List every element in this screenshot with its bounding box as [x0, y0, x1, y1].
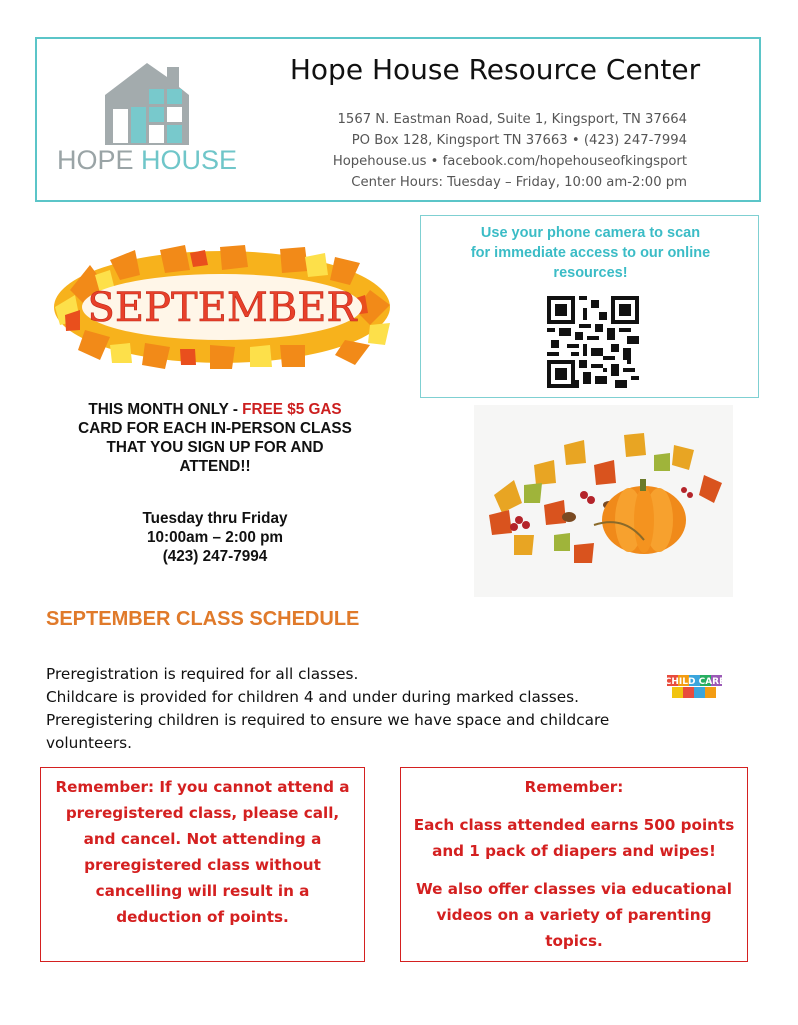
reminder-title: Remember:	[524, 778, 624, 796]
qr-text-line: Use your phone camera to scan	[480, 225, 701, 241]
logo-word-hope: HOPE	[57, 145, 134, 175]
reminder-line: preregistered class without	[84, 856, 321, 874]
header-box	[35, 37, 761, 202]
reminder-line: and 1 pack of diapers and wipes!	[432, 842, 716, 860]
schedule-title: SEPTEMBER CLASS SCHEDULE	[46, 608, 360, 630]
promo-hours	[35, 509, 395, 566]
reminder-line: topics.	[545, 932, 603, 950]
spacer	[409, 800, 739, 812]
qr-text-line: for immediate access to our online	[470, 245, 711, 261]
promo-lead: THIS MONTH ONLY -	[88, 401, 243, 418]
schedule-info	[46, 663, 686, 755]
address-line: PO Box 128, Kingsport TN 37663 • (423) 247-7994	[351, 133, 687, 148]
logo-word-house: HOUSE	[141, 145, 238, 175]
logo-wordmark	[57, 145, 237, 176]
info-line: Childcare is provided for children 4 and under during marked classes.	[46, 688, 580, 706]
house-logo-icon	[57, 59, 237, 145]
hope-house-logo	[57, 59, 237, 179]
reminder-line: Each class attended earns 500 points	[413, 816, 735, 834]
reminder-cancel-box	[40, 767, 365, 962]
info-line: volunteers.	[46, 734, 132, 752]
reminder-points-box	[400, 767, 748, 962]
child-care-text: CHILD CARE	[666, 677, 724, 687]
reminder-line: We also offer classes via educational	[415, 880, 733, 898]
address-line: Center Hours: Tuesday – Friday, 10:00 am-2:00 pm	[351, 175, 687, 190]
qr-code-icon[interactable]	[547, 296, 639, 388]
reminder-line: preregistered class, please call,	[65, 804, 340, 822]
child-care-blocks-icon	[666, 674, 724, 700]
address-line: 1567 N. Eastman Road, Suite 1, Kingsport, TN 37664	[337, 112, 687, 127]
promo-hours-line: (423) 247-7994	[162, 548, 268, 565]
promo-text	[35, 400, 395, 476]
september-banner	[50, 245, 395, 370]
child-care-icon-graphic	[666, 674, 724, 700]
address-line: Hopehouse.us • facebook.com/hopehouseofkingsport	[332, 154, 687, 169]
autumn-illustration	[474, 405, 733, 597]
banner-text: SEPTEMBER	[87, 285, 357, 331]
promo-line: CARD FOR EACH IN-PERSON CLASS	[78, 420, 352, 437]
autumn-leaves-banner-icon	[50, 245, 395, 370]
promo-hours-line: Tuesday thru Friday	[142, 510, 288, 527]
reminder-line: videos on a variety of parenting	[436, 906, 712, 924]
org-title: Hope House Resource Center	[289, 53, 701, 86]
info-line: Preregistering children is required to ensure we have space and childcare	[46, 711, 610, 729]
reminder-line: cancelling will result in a	[95, 882, 310, 900]
reminder-line: and cancel. Not attending a	[83, 830, 322, 848]
reminder-line: deduction of points.	[116, 908, 289, 926]
qr-text-line: resources!	[553, 265, 628, 281]
qr-info-box	[420, 215, 759, 398]
promo-highlight: FREE $5 GAS	[242, 401, 342, 418]
reminder-line: Remember: If you cannot attend a	[55, 778, 350, 796]
promo-line: ATTEND!!	[179, 458, 251, 475]
promo-line: THAT YOU SIGN UP FOR AND	[106, 439, 324, 456]
spacer	[409, 864, 739, 876]
promo-line	[35, 400, 395, 419]
info-line: Preregistration is required for all classes.	[46, 665, 359, 683]
promo-hours-line: 10:00am – 2:00 pm	[146, 529, 284, 546]
qr-instructions	[431, 223, 750, 283]
pumpkin-leaves-illustration	[474, 405, 733, 597]
address-block	[267, 109, 687, 193]
